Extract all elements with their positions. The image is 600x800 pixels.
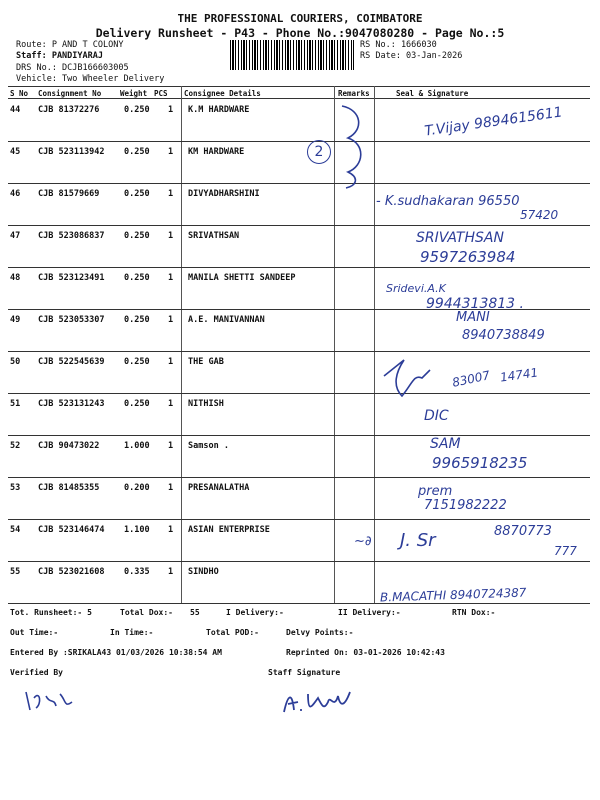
row-pcs: 1 bbox=[168, 441, 174, 451]
verified-by: Verified By bbox=[10, 668, 63, 677]
row-consignment-no: CJB 81372276 bbox=[38, 105, 100, 115]
row-weight: 0.200 bbox=[124, 483, 150, 493]
row-pcs: 1 bbox=[168, 357, 174, 367]
in-time: In Time:- bbox=[110, 628, 154, 637]
row-sno: 49 bbox=[10, 315, 21, 325]
verifier-signature bbox=[20, 684, 80, 720]
staff: Staff: PANDIYARAJ bbox=[16, 51, 103, 61]
row-pcs: 1 bbox=[168, 315, 174, 325]
rtn-dox: RTN Dox:- bbox=[452, 608, 496, 617]
row-sno: 54 bbox=[10, 525, 21, 535]
ii-delivery: II Delivery:- bbox=[338, 608, 401, 617]
total-dox-label: Total Dox:- bbox=[120, 608, 173, 617]
row-consignee: MANILA SHETTI SANDEEP bbox=[188, 273, 296, 283]
row-consignment-no: CJB 523021608 bbox=[38, 567, 105, 577]
barcode bbox=[230, 40, 354, 70]
row-sno: 50 bbox=[10, 357, 21, 367]
row-pcs: 1 bbox=[168, 105, 174, 115]
row-weight: 0.250 bbox=[124, 273, 150, 283]
circled-count: 2 bbox=[307, 140, 331, 164]
signature-46a: - K.sudhakaran 96550 bbox=[376, 194, 520, 209]
row-sno: 55 bbox=[10, 567, 21, 577]
table-row bbox=[8, 141, 590, 184]
row-sno: 46 bbox=[10, 189, 21, 199]
signature-50-scribble bbox=[378, 356, 438, 400]
total-dox-value: 55 bbox=[190, 608, 200, 617]
row-pcs: 1 bbox=[168, 147, 174, 157]
row-pcs: 1 bbox=[168, 483, 174, 493]
row-consignment-no: CJB 523113942 bbox=[38, 147, 105, 157]
signature-49b: 8940738849 bbox=[462, 328, 545, 343]
signature-54a: J. Sr bbox=[400, 530, 436, 551]
row-consignment-no: CJB 522545639 bbox=[38, 357, 105, 367]
signature-54-mark: ~∂ bbox=[354, 534, 372, 549]
row-consignee: A.E. MANIVANNAN bbox=[188, 315, 265, 325]
row-consignee: SINDHO bbox=[188, 567, 219, 577]
signature-53a: prem bbox=[418, 484, 453, 499]
signature-49a: MANI bbox=[456, 310, 490, 325]
row-consignee: PRESANALATHA bbox=[188, 483, 250, 493]
total-pod: Total POD:- bbox=[206, 628, 259, 637]
row-weight: 0.250 bbox=[124, 231, 150, 241]
row-consignee: SRIVATHSAN bbox=[188, 231, 240, 241]
row-weight: 0.250 bbox=[124, 357, 150, 367]
row-consignment-no: CJB 523131243 bbox=[38, 399, 105, 409]
row-sno: 44 bbox=[10, 105, 21, 115]
reprinted-on: Reprinted On: 03-01-2026 10:42:43 bbox=[286, 648, 445, 657]
signature-47a: SRIVATHSAN bbox=[416, 230, 504, 246]
company-name: THE PROFESSIONAL COURIERS, COIMBATORE bbox=[177, 12, 423, 25]
entered-by: Entered By :SRIKALA43 01/03/2026 10:38:54 AM bbox=[10, 648, 222, 657]
row-pcs: 1 bbox=[168, 273, 174, 283]
out-time: Out Time:- bbox=[10, 628, 59, 637]
signature-48b: 9944313813 . bbox=[426, 296, 524, 312]
row-weight: 1.100 bbox=[124, 525, 150, 535]
drs-number: DRS No.: DCJB166603005 bbox=[16, 63, 129, 73]
col-weight: Weight bbox=[120, 89, 148, 98]
row-consignment-no: CJB 90473022 bbox=[38, 441, 100, 451]
staff-signature-label: Staff Signature bbox=[268, 668, 341, 677]
row-consignment-no: CJB 81485355 bbox=[38, 483, 100, 493]
table-top-rule bbox=[8, 86, 590, 87]
delvy-points: Delvy Points:- bbox=[286, 628, 354, 637]
row-pcs: 1 bbox=[168, 189, 174, 199]
row-consignment-no: CJB 523053307 bbox=[38, 315, 105, 325]
col-remarks: Remarks bbox=[338, 89, 370, 98]
row-consignment-no: CJB 523086837 bbox=[38, 231, 105, 241]
row-consignee: DIVYADHARSHINI bbox=[188, 189, 260, 199]
row-consignee: Samson . bbox=[188, 441, 229, 451]
row-sno: 48 bbox=[10, 273, 21, 283]
signature-50a: 83007 bbox=[450, 368, 492, 390]
row-sno: 45 bbox=[10, 147, 21, 157]
row-weight: 0.250 bbox=[124, 189, 150, 199]
col-consignment: Consignment No bbox=[38, 89, 102, 98]
signature-47b: 9597263984 bbox=[420, 248, 516, 266]
runsheet-title: Delivery Runsheet - P43 - Phone No.:9047080280 - Page No.:5 bbox=[95, 26, 505, 40]
rs-number: RS No.: 1666030 bbox=[360, 40, 437, 50]
vehicle: Vehicle: Two Wheeler Delivery bbox=[16, 74, 165, 84]
row-weight: 0.250 bbox=[124, 105, 150, 115]
row-pcs: 1 bbox=[168, 525, 174, 535]
row-consignment-no: CJB 523123491 bbox=[38, 273, 105, 283]
row-weight: 0.250 bbox=[124, 399, 150, 409]
signature-48a: Sridevi.A.K bbox=[386, 282, 446, 295]
i-delivery: I Delivery:- bbox=[226, 608, 284, 617]
signature-51: DIC bbox=[424, 408, 449, 424]
row-sno: 53 bbox=[10, 483, 21, 493]
rs-date: RS Date: 03-Jan-2026 bbox=[360, 51, 463, 61]
row-pcs: 1 bbox=[168, 567, 174, 577]
row-weight: 1.000 bbox=[124, 441, 150, 451]
row-weight: 0.250 bbox=[124, 315, 150, 325]
row-consignment-no: CJB 81579669 bbox=[38, 189, 100, 199]
signature-54b: 8870773 bbox=[494, 524, 552, 539]
row-consignment-no: CJB 523146474 bbox=[38, 525, 105, 535]
col-consignee: Consignee Details bbox=[184, 89, 261, 98]
signature-55: B.MACATHI 8940724387 bbox=[379, 585, 527, 605]
remarks-scribble bbox=[334, 100, 374, 192]
row-consignee: ASIAN ENTERPRISE bbox=[188, 525, 270, 535]
row-consignee: THE GAB bbox=[188, 357, 224, 367]
table-row bbox=[8, 393, 590, 436]
row-pcs: 1 bbox=[168, 399, 174, 409]
signature-52a: SAM bbox=[430, 436, 461, 452]
route: Route: P AND T COLONY bbox=[16, 40, 124, 50]
col-seal-signature: Seal & Signature bbox=[396, 89, 469, 98]
row-consignee: KM HARDWARE bbox=[188, 147, 245, 157]
signature-54c: 777 bbox=[554, 544, 577, 558]
col-pcs: PCS bbox=[154, 89, 168, 98]
tot-runsheet: Tot. Runsheet:- 5 bbox=[10, 608, 92, 617]
row-weight: 0.250 bbox=[124, 147, 150, 157]
row-sno: 51 bbox=[10, 399, 21, 409]
col-sno: S No bbox=[10, 89, 29, 98]
staff-signature bbox=[278, 684, 358, 720]
signature-52b: 9965918235 bbox=[432, 454, 528, 472]
signature-50b: 14741 bbox=[499, 365, 539, 385]
signature-44: T.Vijay 9894615611 bbox=[423, 104, 564, 140]
signature-46b: 57420 bbox=[520, 208, 559, 222]
row-pcs: 1 bbox=[168, 231, 174, 241]
row-sno: 47 bbox=[10, 231, 21, 241]
signature-53b: 7151982222 bbox=[424, 498, 507, 513]
row-sno: 52 bbox=[10, 441, 21, 451]
row-weight: 0.335 bbox=[124, 567, 150, 577]
row-consignee: NITHISH bbox=[188, 399, 224, 409]
row-consignee: K.M HARDWARE bbox=[188, 105, 250, 115]
